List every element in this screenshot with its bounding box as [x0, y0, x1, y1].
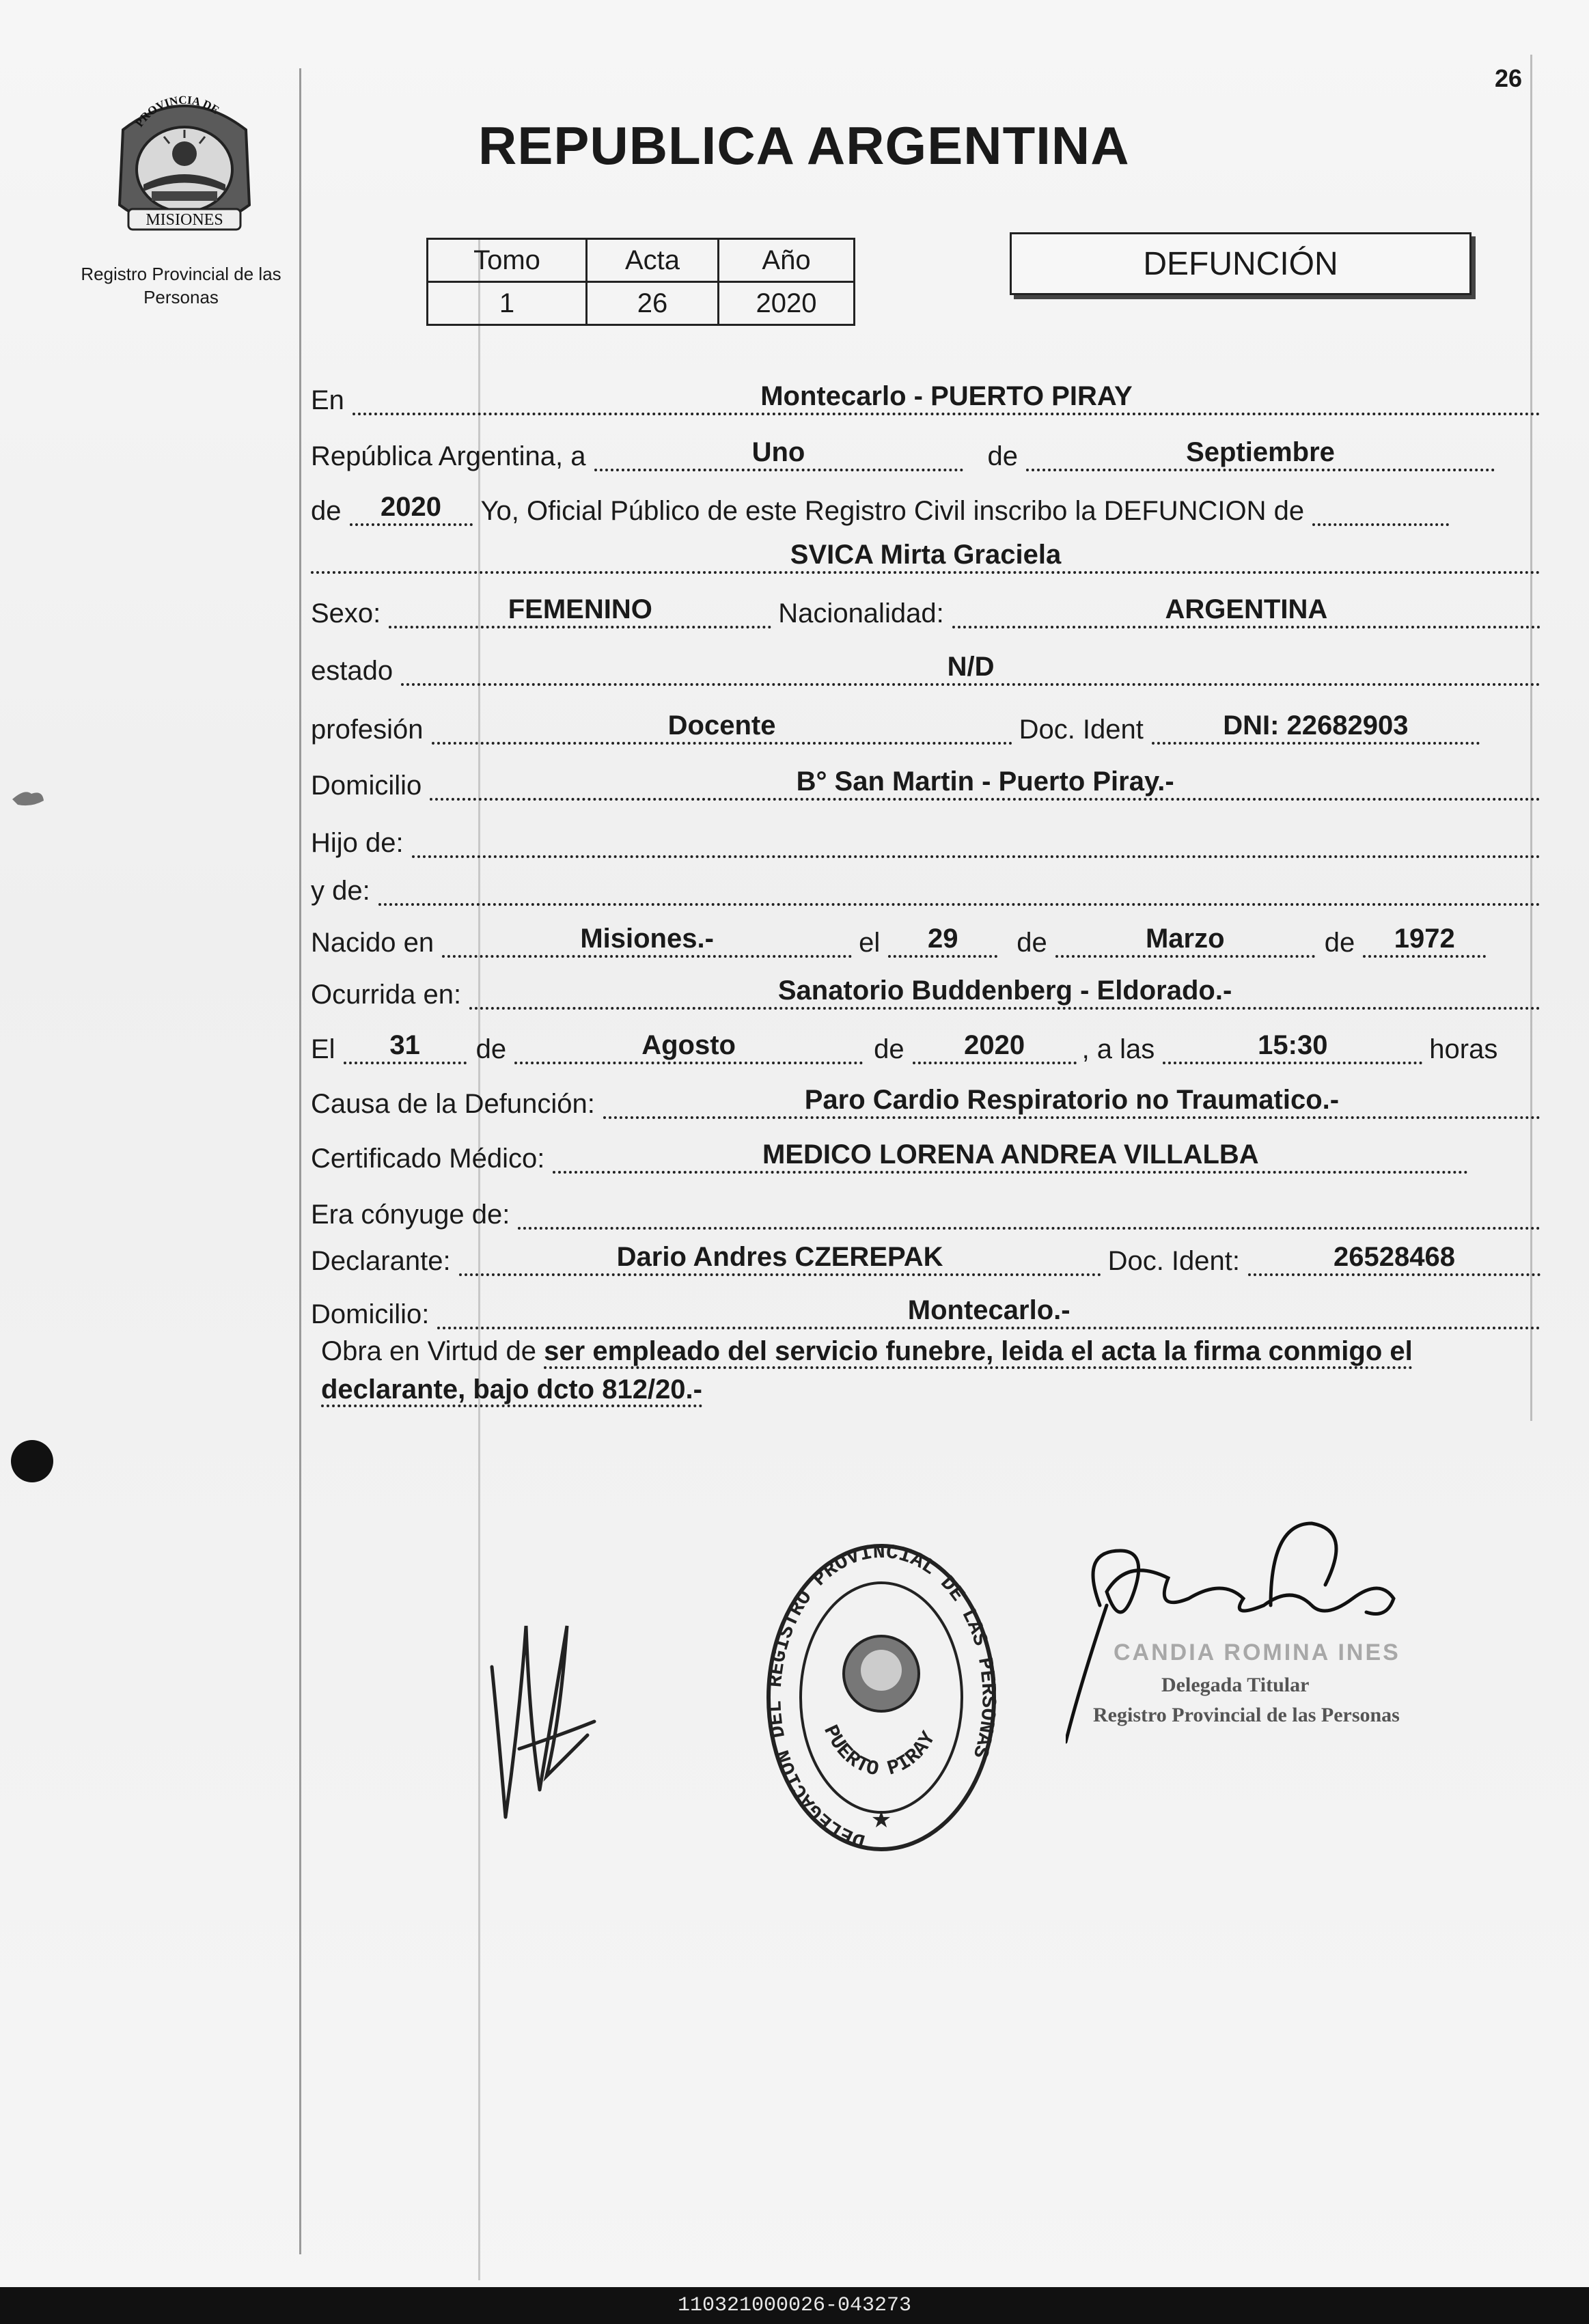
- decl-domicilio-label: Domicilio:: [311, 1299, 430, 1329]
- place-field: Montecarlo - PUERTO PIRAY: [353, 381, 1540, 415]
- nac-de2-label: de: [1324, 928, 1355, 958]
- def-de-label: de: [475, 1034, 507, 1064]
- ocurrida-label: Ocurrida en:: [311, 980, 462, 1010]
- inscribo-text: Yo, Oficial Público de este Registro Civil inscribo la DEFUNCION de: [480, 496, 1305, 526]
- left-margin-line: [299, 68, 301, 2254]
- de2-label: de: [311, 496, 342, 526]
- page-number: 26: [1494, 64, 1522, 92]
- official-stamp-role: Delegada Titular: [1161, 1674, 1310, 1696]
- punch-hole-mark: [11, 1440, 53, 1482]
- row-causa: [311, 1078, 1540, 1119]
- cause-field: Paro Cardio Respiratorio no Traumatico.-: [603, 1085, 1540, 1119]
- record-table-header-row: [428, 239, 855, 282]
- row-ocurrida: [311, 969, 1540, 1010]
- def-de2-label: de: [874, 1034, 904, 1064]
- decl-doc-label: Doc. Ident:: [1107, 1246, 1240, 1276]
- de-label: de: [987, 441, 1018, 471]
- seal-inner-text: PUERTO PIRAY: [818, 1721, 941, 1782]
- registry-name: Registro Provincial de las Personas: [81, 264, 281, 307]
- header-acta: Acta: [587, 239, 719, 282]
- row-date: [311, 430, 1540, 471]
- record-number-table: [426, 238, 855, 326]
- republica-label: República Argentina, a: [311, 441, 586, 471]
- inscribo-blank: [1312, 522, 1449, 526]
- page-title: REPUBLICA ARGENTINA: [478, 115, 1130, 176]
- declarant-field: Dario Andres CZEREPAK: [459, 1242, 1101, 1276]
- day-field: Uno: [594, 437, 963, 471]
- nacido-label: Nacido en: [311, 928, 434, 958]
- death-year-field: 2020: [913, 1030, 1077, 1064]
- sexo-label: Sexo:: [311, 598, 381, 628]
- spouse-field: [518, 1226, 1540, 1230]
- civil-status-field: N/D: [401, 652, 1540, 686]
- row-estado: [311, 645, 1540, 686]
- el-label: el: [859, 928, 881, 958]
- header-tomo: Tomo: [428, 239, 587, 282]
- birth-year-field: 1972: [1363, 924, 1486, 958]
- record-type-box: [1010, 232, 1471, 295]
- medical-certificate-field: MEDICO LORENA ANDREA VILLALBA: [553, 1139, 1468, 1174]
- record-type: DEFUNCIÓN: [1143, 245, 1338, 282]
- causa-label: Causa de la Defunción:: [311, 1089, 595, 1119]
- estado-label: estado: [311, 656, 393, 686]
- obra-label: Obra en Virtud de: [321, 1336, 537, 1366]
- conyuge-label: Era cónyuge de:: [311, 1200, 510, 1230]
- hijo-label: Hijo de:: [311, 828, 404, 858]
- year-field: 2020: [350, 492, 473, 526]
- obra-field: ser empleado del servicio funebre, leida el acta la firma conmigo el declarante, bajo dcto 812/20.-: [321, 1336, 1413, 1407]
- row-death-date: [311, 1023, 1540, 1064]
- value-tomo: 1: [428, 282, 587, 325]
- doc-field: DNI: 22682903: [1152, 710, 1480, 745]
- barcode-footer: [0, 2287, 1589, 2324]
- row-conyuge: [311, 1189, 1540, 1230]
- domicilio-label: Domicilio: [311, 771, 422, 801]
- declarante-label: Declarante:: [311, 1246, 451, 1276]
- en-label: En: [311, 385, 344, 415]
- row-sex: [311, 587, 1540, 628]
- seal-star-icon: ★: [870, 1807, 892, 1833]
- barcode-text: 110321000026-043273: [677, 2294, 912, 2317]
- month-field: Septiembre: [1026, 437, 1495, 471]
- row-certificado: [311, 1133, 1540, 1174]
- row-nacido: [311, 917, 1540, 958]
- death-month-field: Agosto: [514, 1030, 863, 1064]
- el2-label: El: [311, 1034, 335, 1064]
- certificado-label: Certificado Médico:: [311, 1144, 545, 1174]
- deceased-name-field: SVICA Mirta Graciela: [311, 540, 1540, 574]
- row-hijo: [311, 817, 1540, 858]
- death-place-field: Sanatorio Buddenberg - Eldorado.-: [469, 976, 1540, 1010]
- row-declarante: [311, 1235, 1540, 1276]
- death-day-field: 31: [344, 1030, 467, 1064]
- seal-ring-text: DELEGACION DEL REGISTRO PROVINCIAL DE LAS PERSONAS: [764, 1540, 999, 1852]
- value-anio: 2020: [719, 282, 855, 325]
- nac-de-label: de: [1017, 928, 1047, 958]
- father-field: [412, 854, 1540, 858]
- death-time-field: 15:30: [1163, 1030, 1422, 1064]
- logo-bottom-text: MISIONES: [146, 211, 223, 229]
- birth-month-field: Marzo: [1055, 924, 1315, 958]
- birthplace-field: Misiones.-: [442, 924, 852, 958]
- declarant-doc-field: 26528468: [1248, 1242, 1540, 1276]
- value-acta: 26: [587, 282, 719, 325]
- sex-field: FEMENINO: [389, 594, 771, 628]
- profesion-label: profesión: [311, 715, 424, 745]
- obra-paragraph: [321, 1332, 1540, 1409]
- scan-smudge: [11, 786, 45, 809]
- row-year: [311, 485, 1540, 526]
- row-en: [311, 374, 1540, 415]
- record-table-value-row: [428, 282, 855, 325]
- official-stamp-name: CANDIA ROMINA INES: [1114, 1640, 1400, 1665]
- horas-label: horas: [1429, 1034, 1498, 1064]
- address-field: B° San Martin - Puerto Piray.-: [430, 766, 1540, 801]
- declarant-address-field: Montecarlo.-: [437, 1295, 1540, 1329]
- official-stamp-org: Registro Provincial de las Personas: [1093, 1704, 1400, 1726]
- yde-label: y de:: [311, 876, 370, 906]
- row-domicilio: [311, 760, 1540, 801]
- doc-label: Doc. Ident: [1019, 715, 1144, 745]
- mother-field: [378, 902, 1540, 906]
- alas-label: , a las: [1081, 1034, 1155, 1064]
- row-decl-domicilio: [311, 1288, 1540, 1329]
- header-anio: Año: [719, 239, 855, 282]
- profession-field: Docente: [432, 710, 1012, 745]
- logo-top-text: PROVINCIA DE: [133, 93, 222, 130]
- row-yde: [311, 865, 1540, 906]
- misiones-province-logo: [109, 89, 260, 246]
- row-profesion: [311, 704, 1540, 745]
- registry-seal: [758, 1537, 1004, 1858]
- declarant-signature: [478, 1585, 615, 1831]
- nacionalidad-label: Nacionalidad:: [778, 598, 944, 628]
- svg-text:PUERTO PIRAY: [818, 1722, 941, 1782]
- nationality-field: ARGENTINA: [952, 594, 1540, 628]
- birth-day-field: 29: [888, 924, 997, 958]
- row-name: [311, 533, 1540, 574]
